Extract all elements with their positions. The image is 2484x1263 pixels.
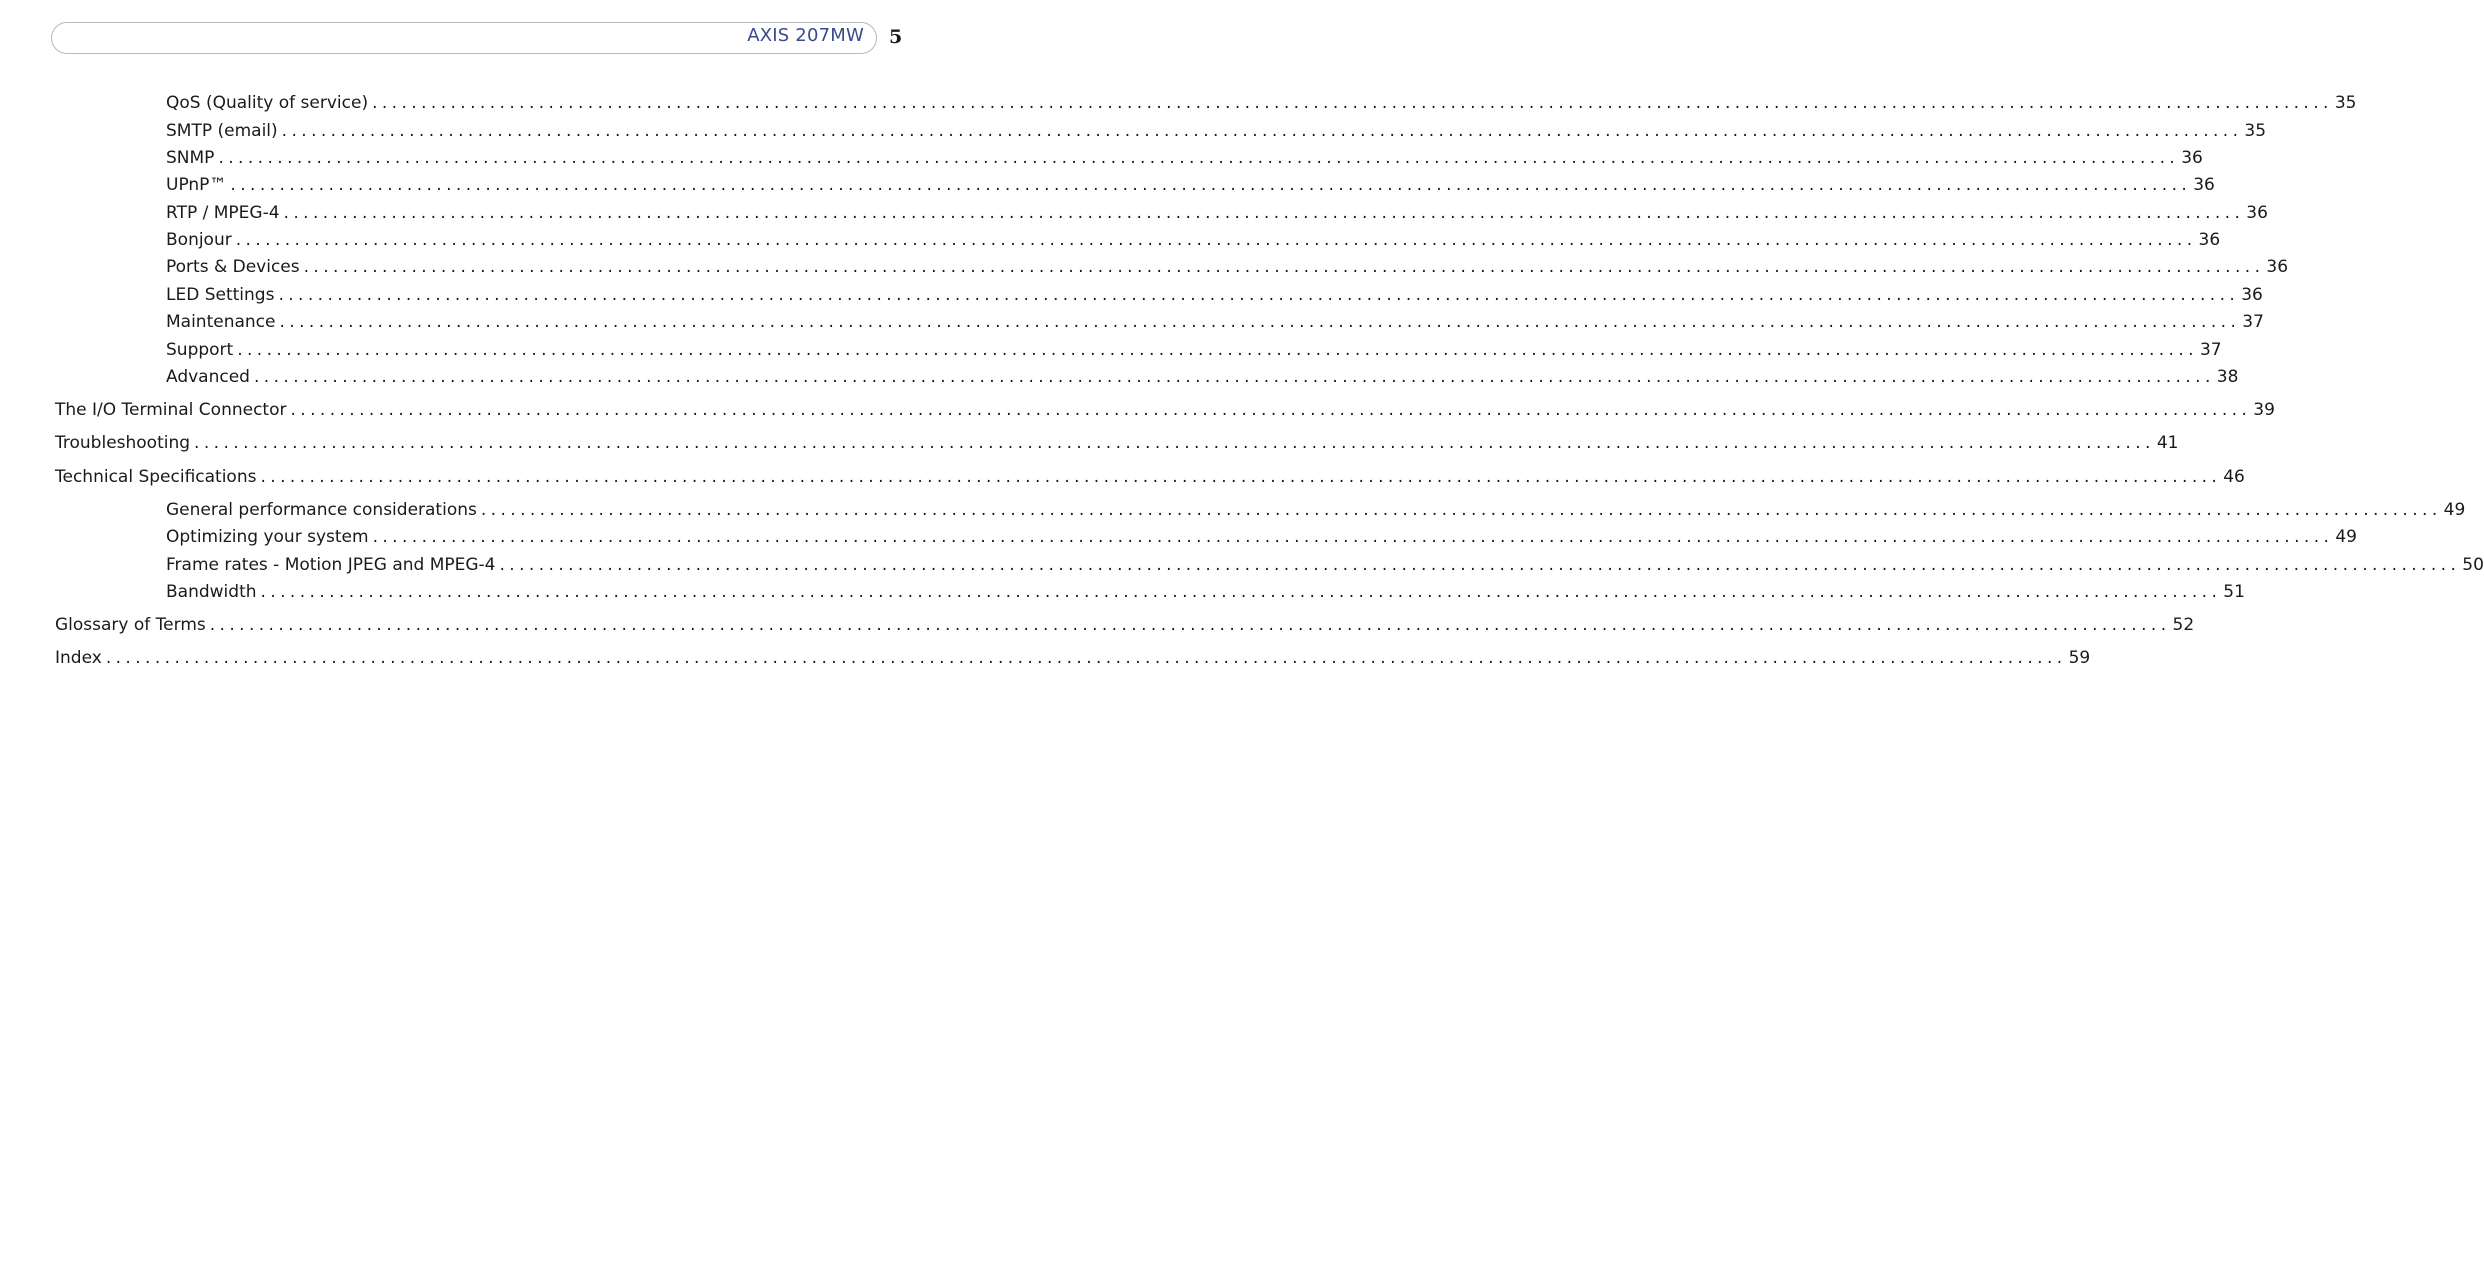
toc-entry-label: Troubleshooting — [55, 432, 194, 454]
toc-entry-index[interactable] — [55, 647, 2091, 669]
toc-dot-leader: ........................................................................................................................................................................................................ — [253, 367, 2215, 387]
toc-dot-leader: ........................................................................................................................................................................................................ — [260, 582, 2222, 602]
toc-dot-leader: ........................................................................................................................................................................................................ — [283, 203, 2245, 223]
toc-entry-page: 39 — [2253, 400, 2275, 420]
toc-entry-support[interactable] — [166, 339, 2222, 361]
toc-entry-page: 36 — [2193, 175, 2215, 195]
toc-entry-page: 35 — [2244, 121, 2267, 141]
toc-dot-leader: ........................................................................................................................................................................................................ — [235, 230, 2197, 250]
header-product-title: AXIS 207MW — [747, 25, 864, 46]
toc-entry-bonjour[interactable] — [166, 229, 2221, 251]
page-number: 5 — [889, 26, 903, 48]
toc-entry-label: Ports & Devices — [166, 256, 304, 278]
toc-entry-page: 36 — [2266, 257, 2289, 277]
toc-entry-qos[interactable] — [166, 92, 2357, 114]
toc-entry-page: 37 — [2242, 312, 2264, 332]
toc-entry-page: 51 — [2223, 582, 2245, 602]
toc-entry-page: 49 — [2443, 500, 2466, 520]
toc-dot-leader: ........................................................................................................................................................................................................ — [290, 400, 2252, 420]
toc-dot-leader: ........................................................................................................................................................................................................ — [303, 257, 2265, 277]
toc-entry-frame-rates[interactable] — [166, 554, 2484, 576]
toc-entry-page: 37 — [2199, 340, 2222, 360]
toc-entry-label: Technical Specifications — [55, 466, 260, 488]
toc-entry-label: SNMP — [166, 147, 218, 169]
toc-entry-label: LED Settings — [166, 284, 278, 306]
toc-dot-leader: ........................................................................................................................................................................................................ — [372, 527, 2334, 547]
toc-dot-leader: ........................................................................................................................................................................................................ — [279, 312, 2241, 332]
toc-entry-page: 49 — [2335, 527, 2357, 547]
toc-dot-leader: ........................................................................................................................................................................................................ — [281, 121, 2243, 141]
toc-entry-page: 35 — [2334, 93, 2357, 113]
toc-dot-leader: ........................................................................................................................................................................................................ — [260, 467, 2222, 487]
toc-dot-leader: ........................................................................................................................................................................................................ — [499, 555, 2461, 575]
toc-dot-leader: ........................................................................................................................................................................................................ — [209, 615, 2171, 635]
toc-entry-page: 38 — [2216, 367, 2239, 387]
toc-entry-upnp[interactable] — [166, 174, 2215, 196]
toc-entry-io-terminal-connector[interactable] — [55, 399, 2275, 421]
toc-entry-bandwidth[interactable] — [166, 581, 2245, 603]
toc-entry-advanced[interactable] — [166, 366, 2239, 388]
toc-dot-leader: ........................................................................................................................................................................................................ — [237, 340, 2198, 360]
toc-entry-label: Frame rates - Motion JPEG and MPEG-4 — [166, 554, 500, 576]
toc-entry-label: Bonjour — [166, 229, 236, 251]
toc-entry-page: 36 — [2181, 148, 2203, 168]
toc-entry-glossary[interactable] — [55, 614, 2195, 636]
toc-entry-troubleshooting[interactable] — [55, 432, 2179, 454]
toc-entry-snmp[interactable] — [166, 147, 2203, 169]
toc-dot-leader: ........................................................................................................................................................................................................ — [105, 648, 2067, 668]
toc-entry-smtp[interactable] — [166, 120, 2267, 142]
toc-entry-label: QoS (Quality of service) — [166, 92, 372, 114]
toc-entry-label: Maintenance — [166, 311, 279, 333]
toc-entry-technical-specifications[interactable] — [55, 466, 2245, 488]
toc-entry-label: Optimizing your system — [166, 526, 373, 548]
toc-dot-leader: ........................................................................................................................................................................................................ — [194, 433, 2155, 453]
toc-entry-general-performance[interactable] — [166, 499, 2466, 521]
toc-entry-maintenance[interactable] — [166, 311, 2264, 333]
toc-entry-page: 36 — [2241, 285, 2263, 305]
toc-entry-label: SMTP (email) — [166, 120, 282, 142]
toc-entry-page: 41 — [2156, 433, 2179, 453]
toc-entry-label: UPnP™ — [166, 174, 230, 196]
toc-dot-leader: ........................................................................................................................................................................................................ — [278, 285, 2240, 305]
toc-entry-page: 59 — [2068, 648, 2091, 668]
toc-entry-label: Index — [55, 647, 106, 669]
toc-entry-ports-devices[interactable] — [166, 256, 2289, 278]
toc-entry-optimizing-system[interactable] — [166, 526, 2357, 548]
toc-entry-page: 36 — [2246, 203, 2268, 223]
toc-dot-leader: ........................................................................................................................................................................................................ — [218, 148, 2180, 168]
toc-dot-leader: ........................................................................................................................................................................................................ — [372, 93, 2333, 113]
toc-dot-leader: ........................................................................................................................................................................................................ — [480, 500, 2442, 520]
toc-entry-label: Support — [166, 339, 237, 361]
toc-entry-label: Glossary of Terms — [55, 614, 210, 636]
toc-entry-page: 50 — [2462, 555, 2484, 575]
toc-entry-label: General performance considerations — [166, 499, 481, 521]
toc-entry-label: Bandwidth — [166, 581, 261, 603]
toc-entry-page: 36 — [2198, 230, 2221, 250]
toc-entry-label: RTP / MPEG-4 — [166, 202, 284, 224]
toc-dot-leader: ........................................................................................................................................................................................................ — [230, 175, 2192, 195]
toc-entry-led-settings[interactable] — [166, 284, 2263, 306]
toc-entry-rtp-mpeg4[interactable] — [166, 202, 2268, 224]
toc-entry-label: Advanced — [166, 366, 254, 388]
toc-entry-page: 46 — [2223, 467, 2245, 487]
toc-entry-page: 52 — [2172, 615, 2195, 635]
toc-entry-label: The I/O Terminal Connector — [55, 399, 290, 421]
